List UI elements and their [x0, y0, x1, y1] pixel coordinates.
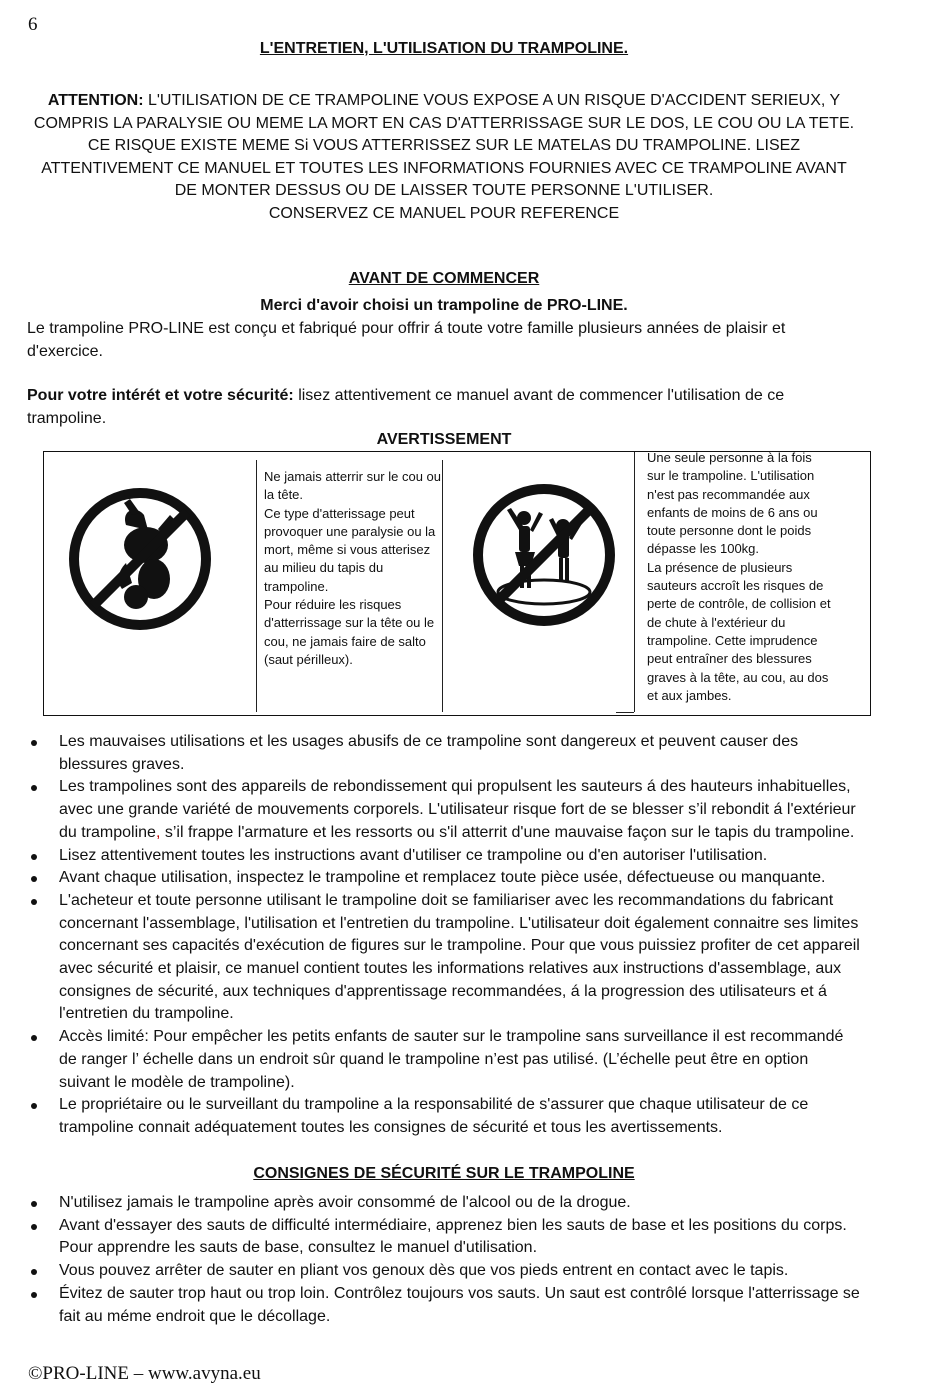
warning-line: de chute à l'extérieur du — [647, 614, 786, 630]
section-heading-avant: AVANT DE COMMENCER — [348, 270, 540, 287]
list-item: Accès limité: Pour empêcher les petits enfants de sauter sur le trampoline sans surveillance il est recommandé de ranger l’ échelle dans un endroit sûr quand le trampoline n’est pas utilisé. (L’échelle peut être en option suivant le modèle de trampoline). — [27, 1026, 867, 1094]
bullet-dot-icon — [31, 1224, 37, 1230]
attention-label: ATTENTION: — [47, 92, 144, 109]
thanks-line: Merci d'avoir choisi un trampoline de PRO-LINE. — [260, 297, 628, 314]
safety-line: trampoline. — [27, 410, 107, 427]
warning-line: peut entraîner des blessures — [647, 651, 812, 667]
page-title: L'ENTRETIEN, L'UTILISATION DU TRAMPOLINE. — [259, 40, 629, 57]
bullet-dot-icon — [31, 876, 37, 882]
list-item: Vous pouvez arrêter de sauter en pliant vos genoux dès que vos pieds entrent en contact avec le tapis. — [27, 1260, 867, 1283]
safety-bullet-list — [27, 1192, 867, 1328]
intro-paragraph — [27, 317, 857, 363]
list-item: Lisez attentivement toutes les instructions avant d'utiliser ce trampoline ou d'en autoriser l'utilisation. — [27, 845, 867, 868]
bullet-dot-icon — [31, 785, 37, 791]
attention-line: CE RISQUE EXISTE MEME Si VOUS ATTERRISSEZ SUR LE MATELAS DU TRAMPOLINE. LISEZ — [87, 137, 801, 154]
section-heading-consignes: CONSIGNES DE SÉCURITÉ SUR LE TRAMPOLINE — [253, 1165, 635, 1182]
bullet-dot-icon — [31, 1035, 37, 1041]
warning-line: graves à la tête, au cou, au dos — [647, 669, 829, 685]
warning-line: la tête. — [264, 487, 304, 503]
warning-line: n'est pas recommandée aux — [647, 486, 810, 502]
list-item: Les mauvaises utilisations et les usages abusifs de ce trampoline sont dangereux et peuvent causer des blessures graves. — [27, 731, 867, 776]
warning-line: d'atterrissage sur la tête ou le — [264, 615, 435, 631]
warning-line: Ne jamais atterrir sur le cou ou — [264, 469, 442, 484]
safety-line: lisez attentivement ce manuel avant de commencer l'utilisation de ce — [293, 387, 785, 404]
attention-line: L'UTILISATION DE CE TRAMPOLINE VOUS EXPOSE A UN RISQUE D'ACCIDENT SERIEUX, Y — [143, 92, 841, 109]
bullet-dot-icon — [31, 899, 37, 905]
safety-label: Pour votre intérét et votre sécurité: — [27, 387, 294, 404]
attention-line: COMPRIS LA PARALYSIE OU MEME LA MORT EN CAS D'ATTERRISSAGE SUR LE DOS, LE COU OU LA TETE. — [33, 114, 855, 132]
bullet-dot-icon — [31, 1103, 37, 1109]
attention-line: DE MONTER DESSUS OU DE LAISSER TOUTE PERSONNE L'UTILISER. — [174, 182, 714, 199]
list-item: Évitez de sauter trop haut ou trop loin. Contrôlez toujours vos sauts. Un saut est contrôlé lorsque l'atterrissage se fait au méme endroit que le décollage. — [27, 1283, 867, 1328]
warning-line: La présence de plusieurs — [647, 559, 793, 575]
attention-line: ATTENTIVEMENT CE MANUEL ET TOUTES LES INFORMATIONS FOURNIES AVEC CE TRAMPOLINE AVANT — [41, 159, 847, 177]
warning-line: Pour réduire les risques — [264, 597, 402, 613]
bullet-dot-icon — [31, 1201, 37, 1207]
warning-line: (saut périlleux). — [264, 651, 353, 667]
list-item: Les trampolines sont des appareils de rebondissement qui propulsent les sauteurs á des hauteurs inhabituelles, avec une grande variété de mouvements corporels. L'utilisateur risque fort de se blesser s’il rebondit á l'extérieur du trampoline, s’il frappe l'armature et les ressorts ou s'il atterrit d'une mauvaise façon sur le tapis du trampoline. — [27, 776, 867, 844]
warning-line: trampoline. Cette imprudence — [647, 632, 818, 648]
page-number: 6 — [28, 14, 38, 35]
list-item: Avant chaque utilisation, inspectez le trampoline et remplacez toute pièce usée, défectueuse ou manquante. — [27, 867, 867, 890]
warning-line: Une seule personne à la fois — [647, 450, 812, 465]
usage-bullet-list — [27, 731, 867, 1140]
attention-line: CONSERVEZ CE MANUEL POUR REFERENCE — [268, 204, 620, 222]
warning-line: provoquer une paralysie ou la — [264, 523, 436, 539]
attention-notice — [20, 90, 868, 225]
left-warning-text — [264, 468, 449, 669]
right-warning-text — [647, 449, 862, 705]
list-item: Avant d'essayer des sauts de difficulté intermédiaire, apprenez bien les sauts de base et les positions du corps. Pour apprendre les sauts de base, consultez le manuel d'utilisation. — [27, 1215, 867, 1260]
bullet-dot-icon — [31, 740, 37, 746]
intro-line: d'exercice. — [27, 343, 103, 360]
warning-line: perte de contrôle, de collision et — [647, 596, 831, 612]
warning-line: sur le trampoline. L'utilisation — [647, 468, 815, 484]
list-item: L'acheteur et toute personne utilisant le trampoline doit se familiariser avec les recommandations du fabricant concernant l'assemblage, l'utilisation et l'entretien du trampoline. L'utilisateur doit également connaitre ses limites concernant ses capacités d'exécution de figures sur le trampoline. Pour que vous puissiez profiter de cet appareil avec sécurité et plaisir, ce manuel contient toutes les informations relatives aux instructions d'assemblage, aux consignes de sécurité, aux techniques d'apprentissage recommandées, á la progression des utilisateurs et á l'entretien du trampoline. — [27, 890, 867, 1026]
warning-line: dépasse les 100kg. — [647, 541, 760, 557]
warning-line: toute personne dont le poids — [647, 523, 812, 539]
warning-box — [43, 451, 871, 716]
warning-heading: AVERTISSEMENT — [376, 431, 512, 448]
list-item: Le propriétaire ou le surveillant du trampoline a la responsabilité de s'assurer que chaque utilisateur de ce trampoline connait adéquatement toutes les consignes de sécurité et tous les avertissements. — [27, 1094, 867, 1139]
warning-line: trampoline. — [264, 578, 329, 594]
warning-line: enfants de moins de 6 ans ou — [647, 504, 818, 520]
warning-line: sauteurs accroît les risques de — [647, 578, 824, 594]
footer: ©PRO-LINE – www.avyna.eu — [28, 1363, 261, 1384]
bullet-dot-icon — [31, 1269, 37, 1275]
warning-line: et aux jambes. — [647, 687, 732, 703]
one-jumper-only-icon — [469, 480, 619, 630]
safety-paragraph — [27, 384, 857, 430]
intro-line: Le trampoline PRO-LINE est conçu et fabriqué pour offrir á toute votre famille plusieurs années de plaisir et — [27, 320, 786, 337]
warning-line: Ce type d'atterissage peut — [264, 505, 415, 521]
no-head-landing-icon — [66, 485, 214, 633]
warning-line: au milieu du tapis du — [264, 560, 384, 576]
list-item: N'utilisez jamais le trampoline après avoir consommé de l'alcool ou de la drogue. — [27, 1192, 867, 1215]
bullet-dot-icon — [31, 1292, 37, 1298]
warning-line: mort, même si vous atterisez — [264, 542, 431, 558]
bullet-dot-icon — [31, 854, 37, 860]
warning-line: cou, ne jamais faire de salto — [264, 633, 426, 649]
